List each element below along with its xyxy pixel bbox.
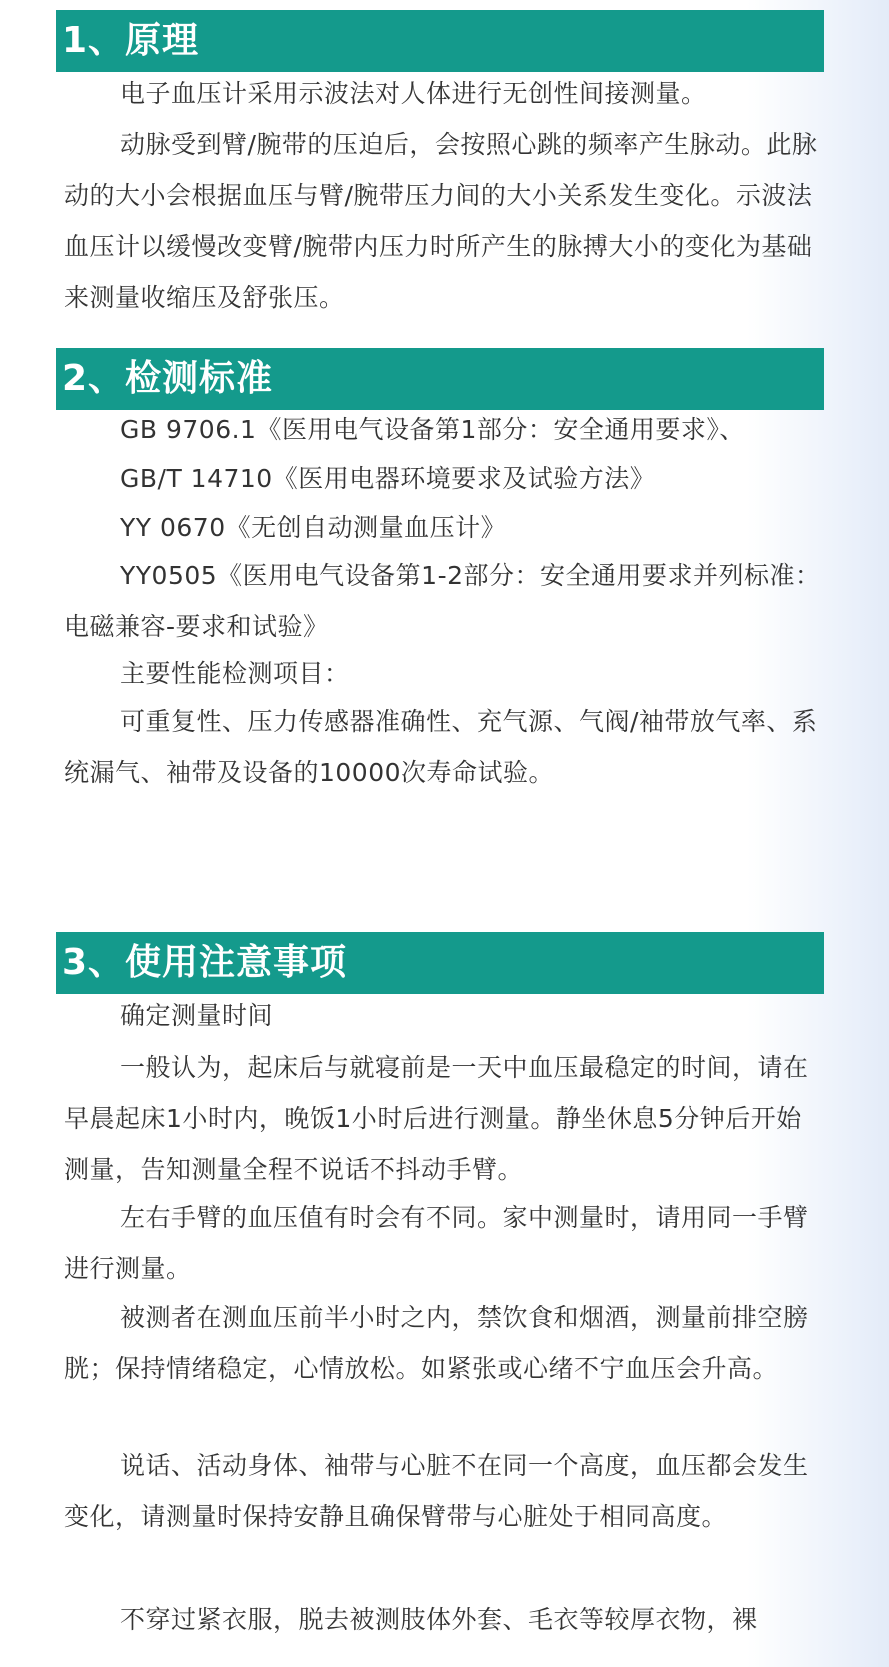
paragraph: 确定测量时间	[120, 1001, 274, 1030]
paragraph: 电子血压计采用示波法对人体进行无创性间接测量。	[120, 79, 707, 108]
paragraph: 不穿过紧衣服，脱去被测肢体外套、毛衣等较厚衣物，裸	[120, 1605, 758, 1634]
paragraph: 主要性能检测项目：	[120, 659, 350, 688]
section-header-standards: 2、检测标准	[56, 348, 824, 410]
paragraph: 被测者在测血压前半小时之内，禁饮食和烟酒，测量前排空膀胱；保持情绪稳定，心情放松。如紧张或心绪不宁血压会升高。	[64, 1303, 809, 1383]
paragraph: 左右手臂的血压值有时会有不同。家中测量时，请用同一手臂进行测量。	[64, 1203, 809, 1283]
section-header-principle: 1、原理	[56, 10, 824, 72]
paragraph: YY 0670《无创自动测量血压计》	[120, 513, 507, 542]
paragraph: YY0505《医用电气设备第1-2部分：安全通用要求并列标准：电磁兼容-要求和试验》	[64, 561, 821, 641]
paragraph: 说话、活动身体、袖带与心脏不在同一个高度，血压都会发生变化，请测量时保持安静且确保臂带与心脏处于相同高度。	[64, 1451, 809, 1531]
paragraph: GB/T 14710《医用电器环境要求及试验方法》	[120, 464, 656, 493]
paragraph: 一般认为，起床后与就寝前是一天中血压最稳定的时间，请在早晨起床1小时内，晚饭1小时后进行测量。静坐休息5分钟后开始测量，告知测量全程不说话不抖动手臂。	[64, 1053, 809, 1184]
paragraph: 动脉受到臂/腕带的压迫后，会按照心跳的频率产生脉动。此脉动的大小会根据血压与臂/腕带压力间的大小关系发生变化。示波法血压计以缓慢改变臂/腕带内压力时所产生的脉搏大小的变化为基础来测量收缩压及舒张压。	[64, 130, 818, 312]
paragraph: 可重复性、压力传感器准确性、充气源、气阀/袖带放气率、系统漏气、袖带及设备的10000次寿命试验。	[64, 707, 818, 787]
paragraph: GB 9706.1《医用电气设备第1部分：安全通用要求》、	[120, 415, 745, 444]
section-header-precautions: 3、使用注意事项	[56, 932, 824, 994]
